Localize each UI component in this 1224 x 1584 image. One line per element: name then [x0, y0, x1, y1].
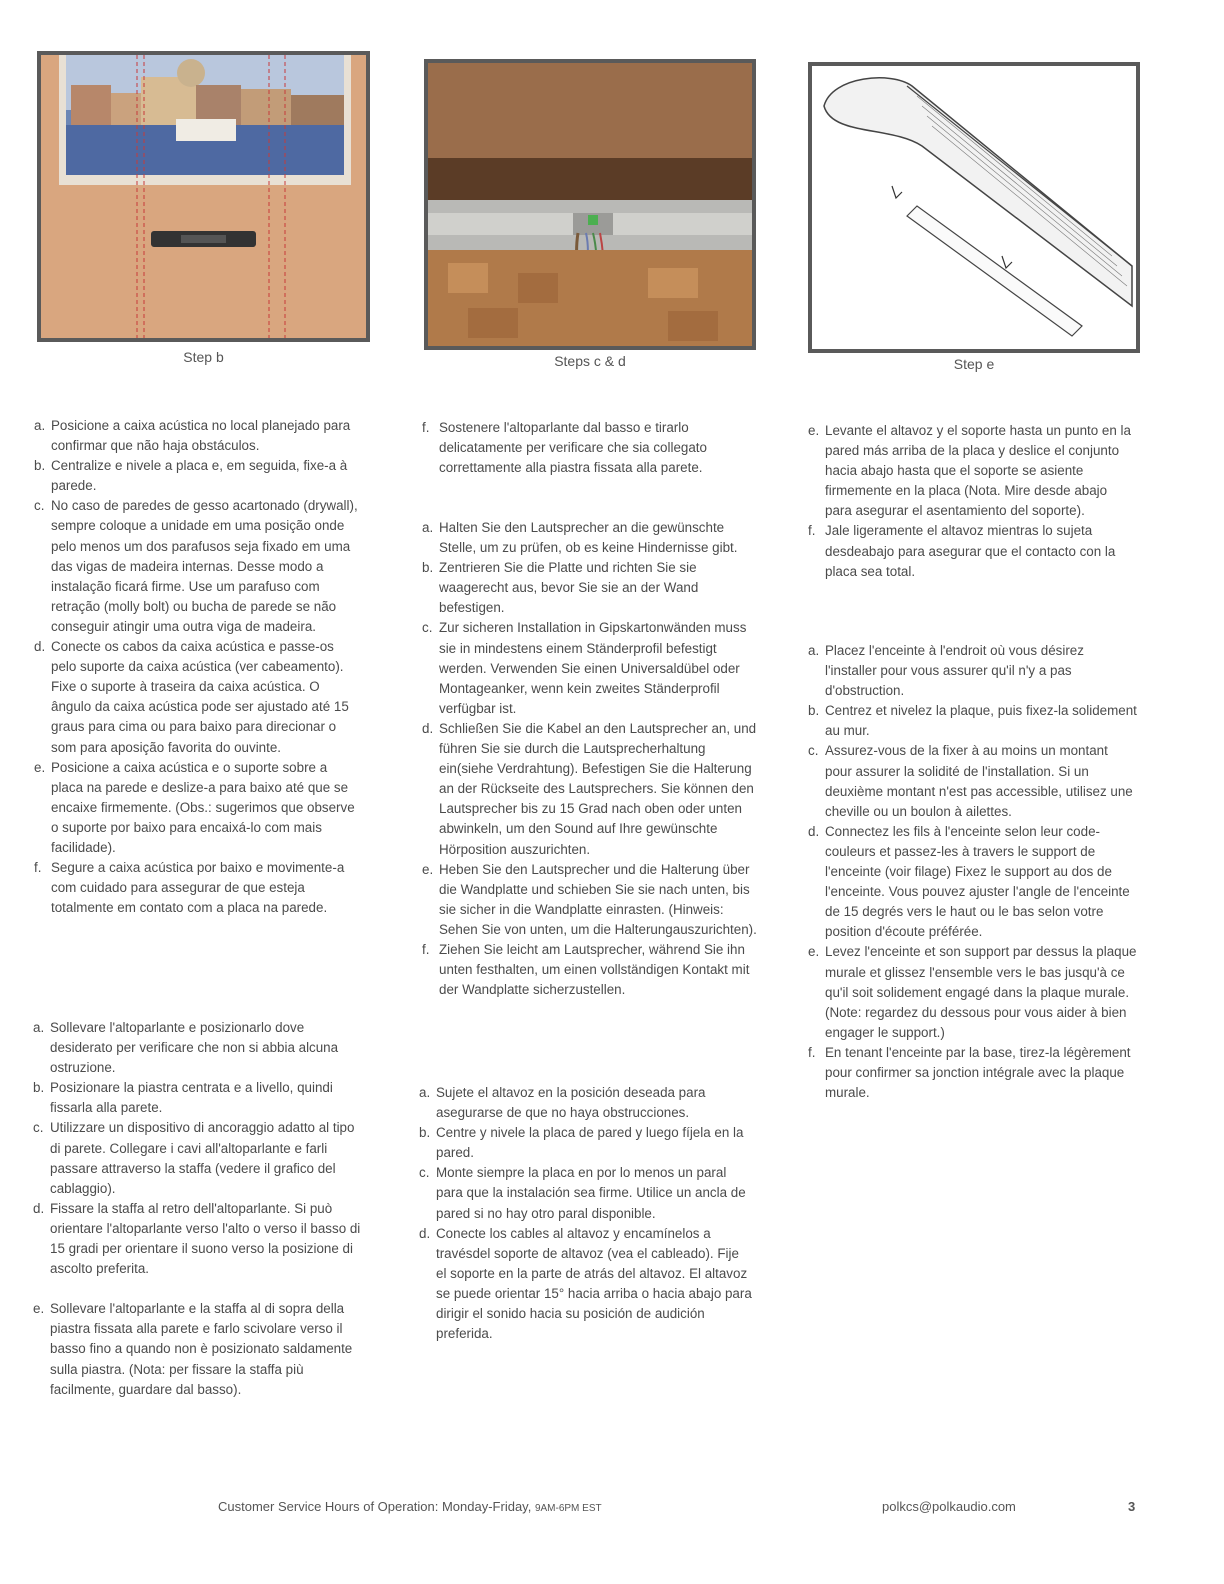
german-instructions — [422, 518, 758, 1000]
list-item: e. Levez l'enceinte et son support par dessus la plaque murale et glissez l'ensemble vers le bas jusqu'à ce qu'il soit solidement engagé dans la plaque murale. (Note: regardez du dessous pour vous aider à bien engager le support.) — [808, 944, 1137, 1040]
portuguese-instructions — [34, 416, 362, 918]
list-item: a. Sollevare l'altoparlante e posizionarlo dove desiderato per verificare che non si abbia alcuna ostruzione. — [33, 1020, 339, 1076]
spanish-instructions-cont — [808, 421, 1136, 582]
support-email: polkcs@polkaudio.com — [882, 1499, 1016, 1514]
list-item: a. Placez l'enceinte à l'endroit où vous désirez l'installer pour vous assurer qu'il n'y a pas d'obstruction. — [808, 643, 1084, 699]
list-item: f. Sostenere l'altoparlante dal basso e tirarlo delicatamente per verificare che sia collegato correttamente alla piastra fissata alla parete. — [422, 420, 707, 476]
list-item: b. Centre y nivele la placa de pared y luego fíjela en la pared. — [419, 1125, 744, 1161]
list-item: d. Conecte os cabos da caixa acústica e passe-os pelo suporte da caixa acústica (ver cabeamento). Fixe o suporte à traseira da caixa acústica. O ângulo da caixa acústica pode ser ajustado até 15 graus para cima ou para baixo para direcionar o som para aposição favorita do ouvinte. — [34, 639, 349, 755]
list-item: f. En tenant l'enceinte par la base, tirez-la légèrement pour confirmer sa jonction intégrale avec la plaque murale. — [808, 1044, 1131, 1101]
italian-instructions-cont — [422, 418, 752, 478]
customer-service-hours — [218, 1499, 602, 1514]
list-item: b. Centrez et nivelez la plaque, puis fixez-la solidement au mur. — [808, 703, 1137, 739]
list-item: c. Zur sicheren Installation in Gipskartonwänden muss sie in mindestens einem Ständerprofil befestigt werden. Verwenden Sie einen Universaldübel oder Montageanker, wenn kein zweites Ständerprofil verfügbar ist. — [422, 620, 747, 716]
step-e-figure — [808, 62, 1140, 353]
step-e-caption: Step e — [953, 356, 995, 372]
list-item: e. Levante el altavoz y el soporte hasta un punto en la pared más arriba de la placa y deslice el conjunto hacia abajo hasta que el soporte se asiente firmemente en la placa (Nota. Mire desde abajo para asegurar el asentamiento del soporte). — [808, 423, 1131, 519]
steps-cd-caption: Steps c & d — [554, 353, 626, 369]
list-item: a. Halten Sie den Lautsprecher an die gewünschte Stelle, um zu prüfen, ob es keine Hindernisse gibt. — [422, 520, 738, 556]
steps-cd-figure — [424, 59, 756, 350]
page-number: 3 — [1128, 1499, 1136, 1514]
list-item: f. Segure a caixa acústica por baixo e movimente-a com cuidado para assegurar de que esteja totalmente em contato com a placa na parede. — [34, 860, 345, 916]
wiring-photo — [428, 63, 752, 346]
step-b-figure — [37, 51, 370, 342]
hours-time: 9AM-6PM EST — [534, 1503, 602, 1514]
step-b-caption: Step b — [183, 349, 224, 365]
list-item: f. Ziehen Sie leicht am Lautsprecher, während Sie ihn unten festhalten, um einen vollständigen Kontakt mit der Wandplatte sicherzustellen. — [422, 941, 750, 998]
list-item: c. No caso de paredes de gesso acartonado (drywall), sempre coloque a unidade em uma posição onde pelo menos um dos parafusos seja fixado em uma das vigas de madeira internas. Desse modo a instalação ficará firme. Use um parafuso com retração (molly bolt) ou bucha de parede se não conseguir atingir uma outra viga de madeira. — [34, 498, 358, 634]
spanish-instructions — [419, 1083, 753, 1344]
list-item: a. Sujete el altavoz en la posición deseada para asegurarse de que no haya obstrucciones. — [419, 1085, 706, 1121]
list-item: e. Posicione a caixa acústica e o suporte sobre a placa na parede e deslize-a para baixo até que se encaixe firmemente. (Obs.: sugerimos que observe o suporte por baixo para encaixá-lo com mais facilidade). — [34, 759, 355, 855]
list-item: c. Utilizzare un dispositivo di ancoraggio adatto al tipo di parete. Collegare i cavi all'altoparlante e farli passare attraverso la staffa (vedere il grafico del cablaggio). — [33, 1120, 355, 1196]
bracket-diagram — [812, 66, 1136, 349]
wall-tv-illustration — [41, 55, 366, 338]
list-item: d. Schließen Sie die Kabel an den Lautsprecher an, und führen Sie sie durch die Lautsprecherhaltung ein(siehe Verdrahtung). Befestigen Sie die Halterung an der Rückseite des Lautsprechers. Sie können den Lautsprecher bis zu 15 Grad nach oben oder unten abwinkeln, um den Sound auf Ihre gewünschte Hörposition auszurichten. — [422, 720, 757, 857]
list-item: c. Assurez-vous de la fixer à au moins un montant pour assurer la solidité de l'installation. Si un deuxième montant n'est pas accessible, utilisez une cheville ou un boulon à ailettes. — [808, 743, 1133, 819]
list-item: d. Connectez les fils à l'enceinte selon leur code-couleurs et passez-les à travers le support de l'enceinte (voir filage) Fixez le support au dos de l'enceinte. Vous pouvez ajuster l'angle de l'enceinte de 15 degrés vers le haut ou le bas selon votre position d'écoute préférée. — [808, 823, 1130, 940]
list-item: a. Posicione a caixa acústica no local planejado para confirmar que não haja obstáculos. — [34, 418, 351, 454]
list-item: e. Heben Sie den Lautsprecher und die Halterung über die Wandplatte und schieben Sie sie nach unten, bis sie sicher in die Wandplatte einrasten. (Hinweis: Sehen Sie von unten, um die Halterungauszurichten). — [422, 861, 757, 937]
french-instructions — [808, 641, 1138, 1103]
list-item: d. Fissare la staffa al retro dell'altoparlante. Si può orientare l'altoparlante verso l'alto o verso il basso di 15 gradi per orientare il suono verso la posizione di ascolto preferita. — [33, 1200, 361, 1277]
list-item: e. Sollevare l'altoparlante e la staffa al di sopra della piastra fissata alla parete e farlo scivolare verso il basso fino a quando non è posizionato saldamente sulla piastra. (Nota: per fissare la staffa più facilmente, guardare dal basso). — [33, 1301, 353, 1397]
list-item: f. Jale ligeramente el altavoz mientras lo sujeta desdeabajo para asegurar que el contacto con la placa sea total. — [808, 523, 1116, 579]
list-item: b. Centralize e nivele a placa e, em seguida, fixe-a à parede. — [34, 458, 348, 494]
list-item: b. Posizionare la piastra centrata e a livello, quindi fissarla alla parete. — [33, 1080, 333, 1116]
list-item: b. Zentrieren Sie die Platte und richten Sie sie waagerecht aus, bevor Sie sie an der Wand befestigen. — [422, 560, 699, 616]
hours-label: Customer Service Hours of Operation: Monday-Friday, — [218, 1499, 535, 1514]
list-item: d. Conecte los cables al altavoz y encamínelos a travésdel soporte de altavoz (vea el cableado). Fije el soporte en la parte de atrás del altavoz. El altavoz se puede orientar 15° hacia arriba o hacia abajo para dirigir el sonido hacia su posición de audición preferida. — [419, 1225, 752, 1342]
italian-instructions — [33, 1018, 363, 1400]
list-item: c. Monte siempre la placa en por lo menos un paral para que la instalación sea firme. Utilice un ancla de pared si no hay otro paral disponible. — [419, 1165, 746, 1221]
